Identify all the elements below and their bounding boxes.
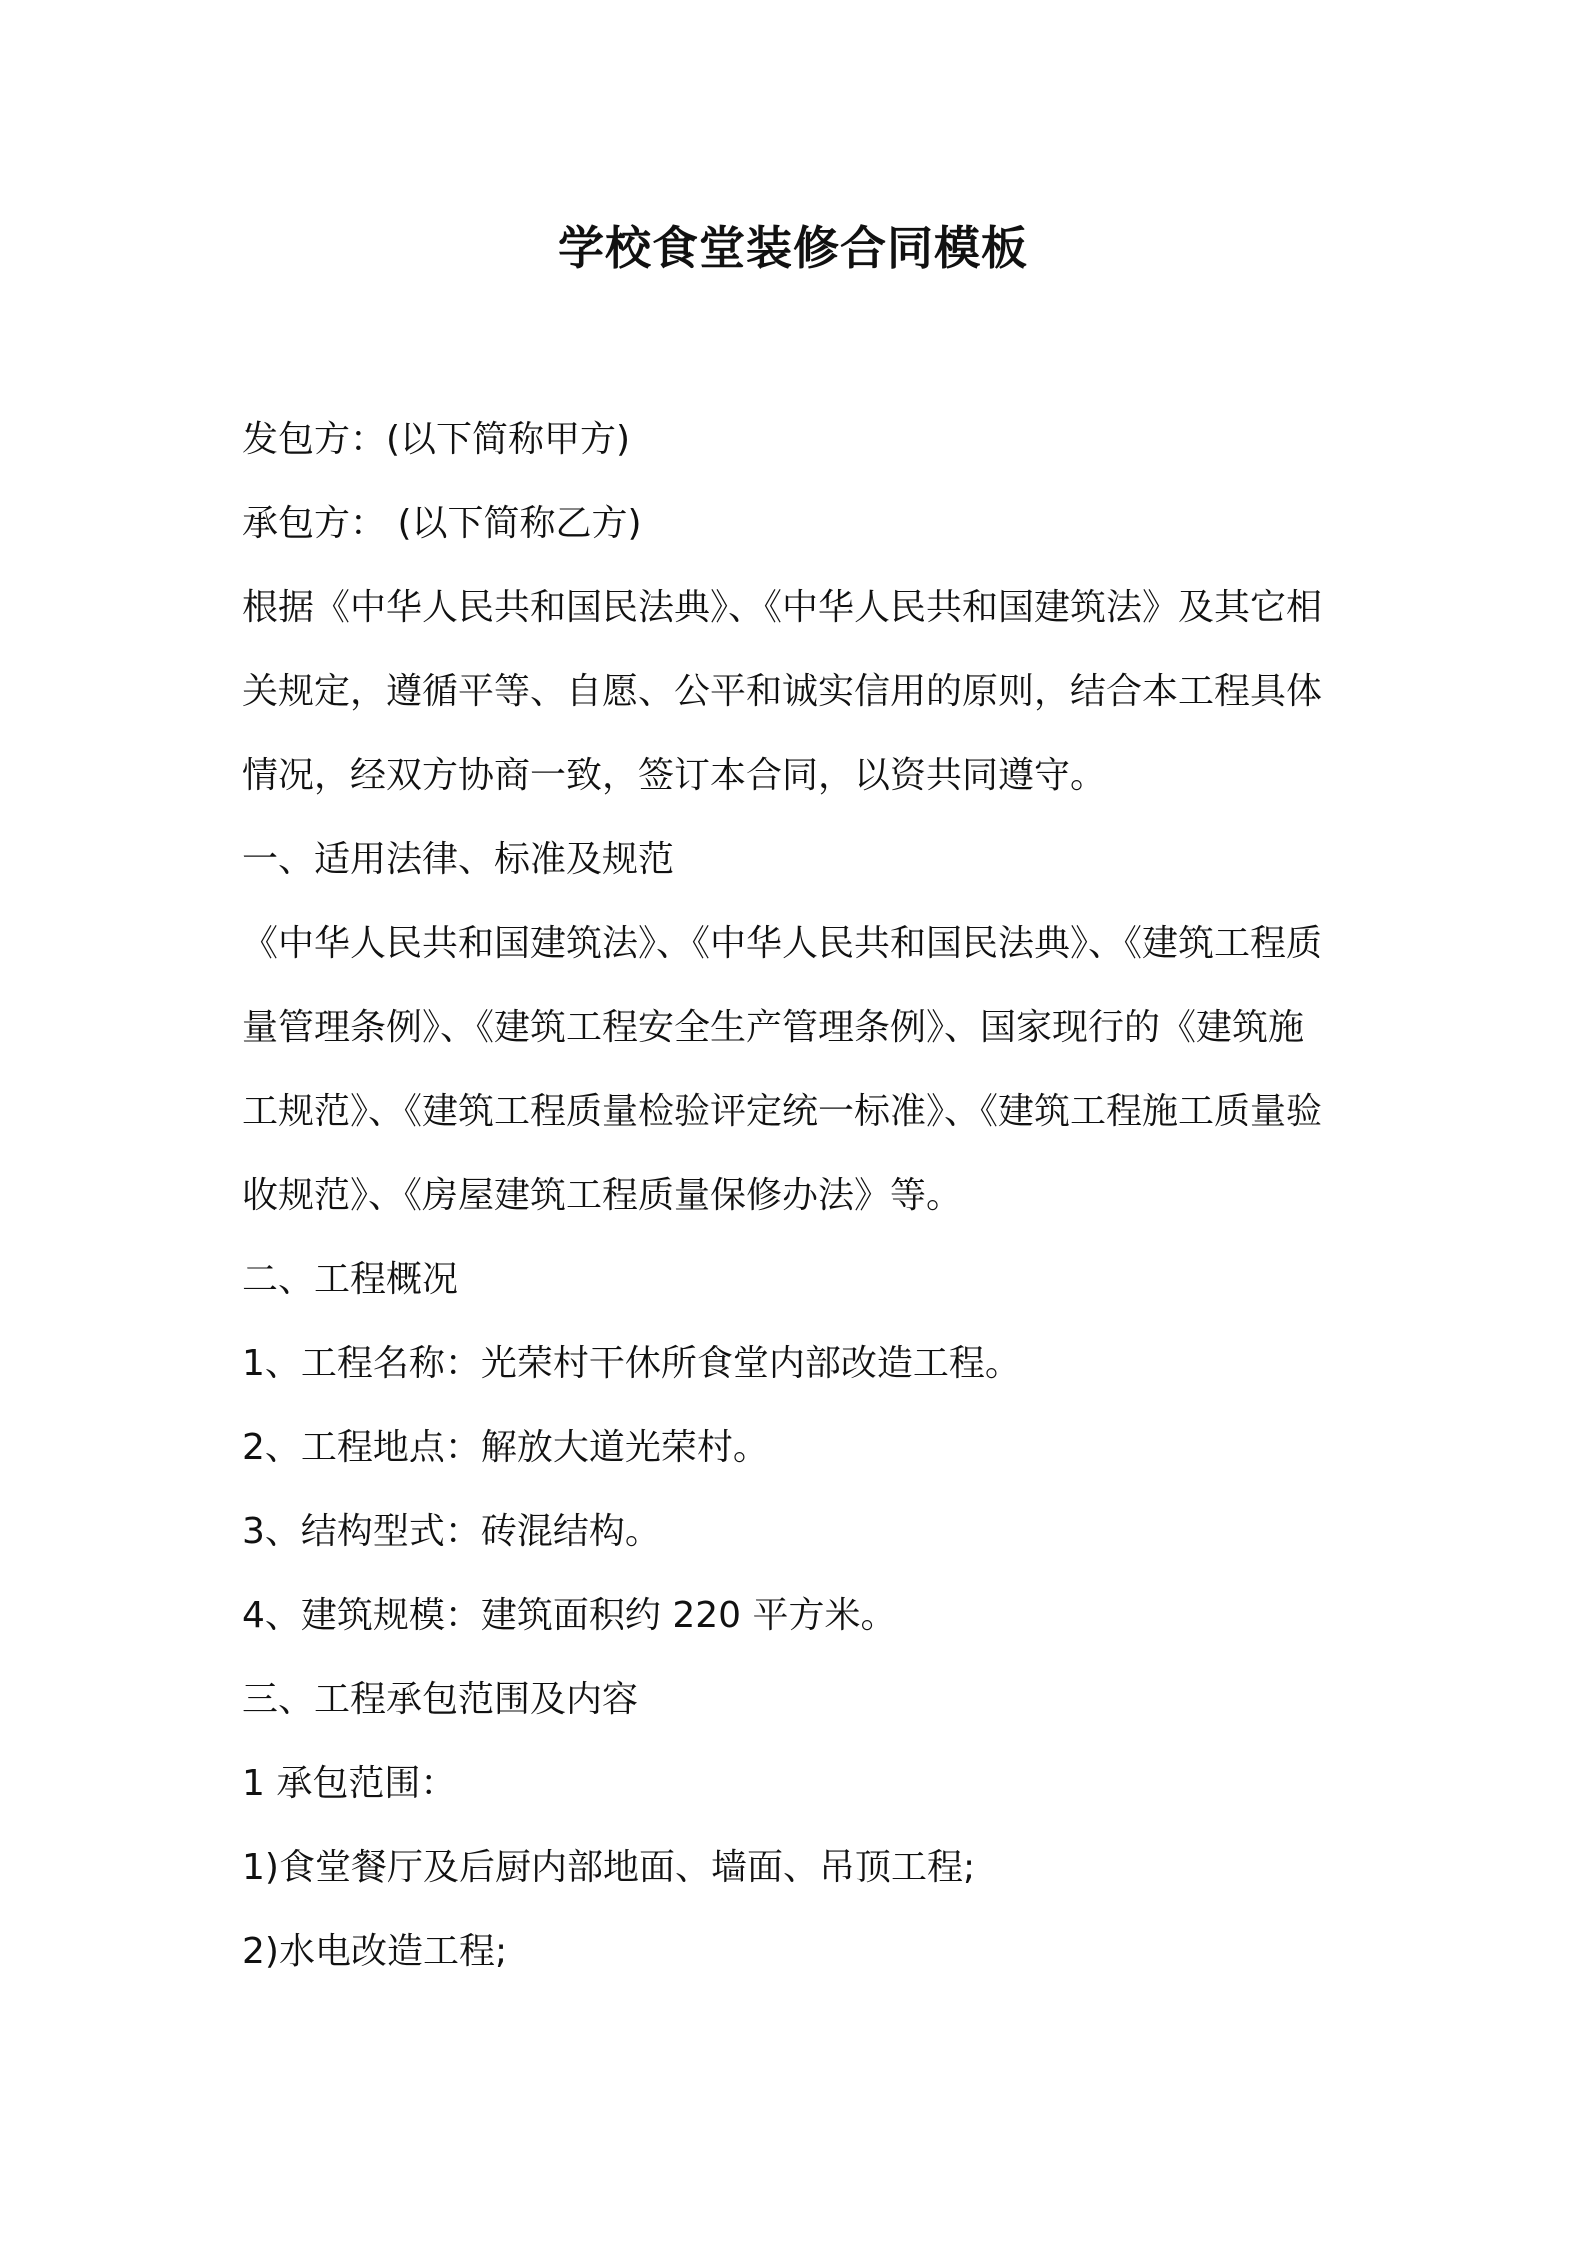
laws-paragraph-line: 《中华人民共和国建筑法》、《中华人民共和国民法典》、《建筑工程质 (242, 923, 1323, 964)
party-a-line: 发包方：(以下简称甲方) (242, 419, 631, 460)
section-heading: 三、工程承包范围及内容 (242, 1679, 639, 1720)
project-info-line: 1、工程名称：光荣村干休所食堂内部改造工程。 (242, 1343, 1021, 1384)
intro-paragraph-line: 根据《中华人民共和国民法典》、《中华人民共和国建筑法》及其它相 (242, 587, 1323, 628)
project-info-line: 2、工程地点：解放大道光荣村。 (242, 1427, 769, 1468)
section-heading: 二、工程概况 (242, 1259, 459, 1300)
scope-item: 2)水电改造工程; (242, 1931, 508, 1972)
laws-paragraph-line: 工规范》、《建筑工程质量检验评定统一标准》、《建筑工程施工质量验 (242, 1091, 1323, 1132)
document-title: 学校食堂装修合同模板 (558, 221, 1028, 275)
intro-paragraph-line: 情况，经双方协商一致，签订本合同，以资共同遵守。 (242, 755, 1107, 796)
project-info-line: 4、建筑规模：建筑面积约 220 平方米。 (242, 1595, 897, 1636)
section-heading: 一、适用法律、标准及规范 (242, 839, 675, 880)
intro-paragraph-line: 关规定，遵循平等、自愿、公平和诚实信用的原则，结合本工程具体 (242, 671, 1323, 712)
scope-subheading: 1 承包范围： (242, 1763, 457, 1804)
laws-paragraph-line: 量管理条例》、《建筑工程安全生产管理条例》、国家现行的《建筑施 (242, 1007, 1305, 1048)
scope-item: 1)食堂餐厅及后厨内部地面、墙面、吊顶工程; (242, 1847, 976, 1888)
document-body (242, 398, 1357, 1994)
project-info-line: 3、结构型式：砖混结构。 (242, 1511, 661, 1552)
party-b-line: 承包方： (以下简称乙方) (242, 503, 642, 544)
laws-paragraph-line: 收规范》、《房屋建筑工程质量保修办法》等。 (242, 1175, 963, 1216)
